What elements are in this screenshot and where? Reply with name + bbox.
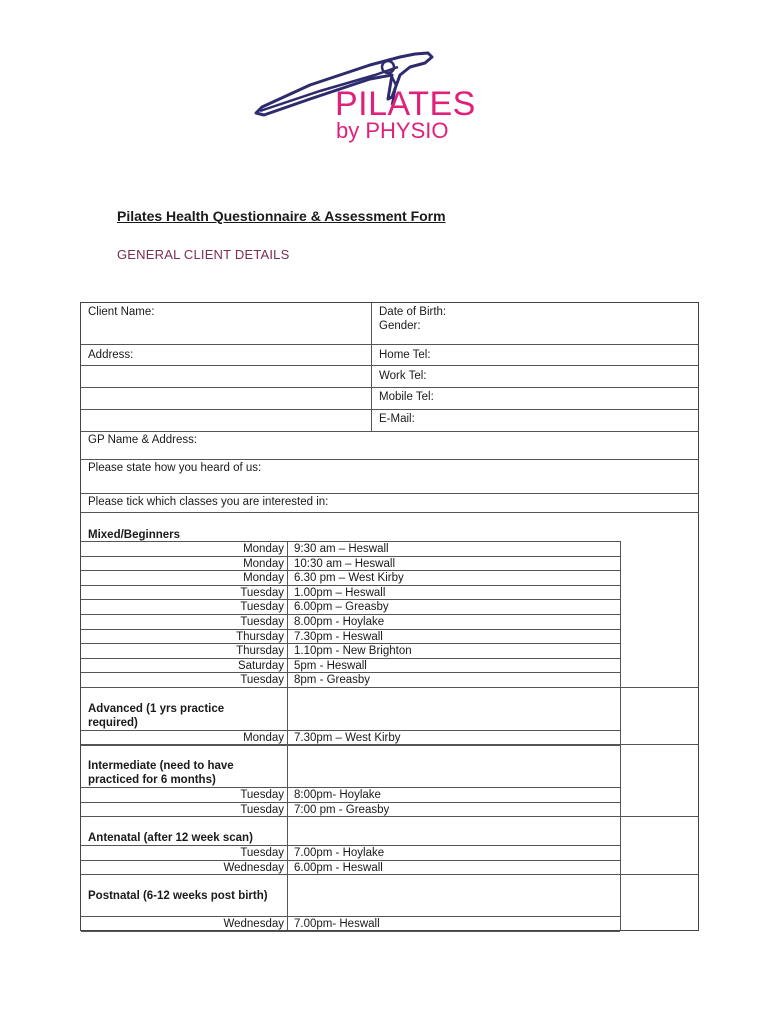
- class-time-location: 10:30 am – Heswall: [294, 557, 395, 570]
- tick-box[interactable]: [621, 599, 698, 614]
- logo-line1: PILATES: [335, 85, 476, 123]
- section-heading: GENERAL CLIENT DETAILS: [117, 247, 290, 262]
- class-time-location: 7.30pm – West Kirby: [294, 732, 401, 744]
- class-time-location: 5pm - Heswall: [294, 659, 367, 672]
- class-day: Tuesday: [240, 586, 284, 599]
- class-time-location: 8pm - Greasby: [294, 674, 371, 687]
- class-time-location: 8:00pm- Hoylake: [294, 789, 381, 801]
- class-day: Saturday: [237, 659, 284, 672]
- email-label: E-Mail:: [379, 413, 415, 425]
- tick-box[interactable]: [621, 585, 698, 600]
- column-divider: [371, 303, 372, 431]
- row-divider: [81, 409, 698, 410]
- date-of-birth-label: Date of Birth:: [379, 306, 447, 318]
- class-day: Thursday: [236, 630, 284, 643]
- advanced-title: Advanced (1 yrs practice required): [88, 703, 225, 729]
- mixed-beginners-title: Mixed/Beginners: [88, 529, 181, 541]
- gender-label: Gender:: [379, 320, 421, 332]
- class-day: Tuesday: [240, 601, 284, 614]
- postnatal-title: Postnatal (6-12 weeks post birth): [88, 890, 268, 902]
- class-time-location: 1.00pm – Heswall: [294, 586, 386, 599]
- row-divider: [81, 459, 698, 460]
- pilates-by-physio-logo: [250, 45, 490, 145]
- address-label: Address:: [88, 349, 134, 361]
- schedule-row-line: [81, 874, 620, 875]
- class-time-location: 6.00pm - Heswall: [294, 861, 383, 874]
- tick-box[interactable]: [621, 643, 698, 658]
- class-day: Monday: [243, 732, 284, 744]
- heard-label: Please state how you heard of us:: [88, 462, 262, 474]
- page-title: Pilates Health Questionnaire & Assessment Form: [117, 208, 446, 224]
- home-tel-label: Home Tel:: [379, 349, 431, 361]
- tick-box[interactable]: [621, 556, 698, 571]
- client-name-label: Client Name:: [88, 306, 155, 318]
- tick-label: Please tick which classes you are interested in:: [88, 496, 329, 508]
- client-details-form: [80, 302, 699, 931]
- class-time-location: 7.30pm - Heswall: [294, 630, 383, 643]
- schedule-row-line: [81, 931, 620, 932]
- class-time-location: 7.00pm- Heswall: [294, 918, 380, 930]
- row-divider: [81, 365, 698, 366]
- class-day: Tuesday: [240, 674, 284, 687]
- tick-box[interactable]: [621, 570, 698, 585]
- class-time-location: 8.00pm - Hoylake: [294, 616, 385, 628]
- tick-box[interactable]: [621, 614, 698, 629]
- tick-box[interactable]: [621, 541, 698, 556]
- class-day: Monday: [243, 543, 284, 555]
- class-day: Tuesday: [240, 847, 284, 859]
- row-divider: [81, 344, 698, 345]
- schedule-row-line: [81, 687, 620, 688]
- work-tel-label: Work Tel:: [379, 370, 427, 382]
- class-time-location: 9:30 am – Heswall: [294, 543, 389, 555]
- class-time-location: 7:00 pm - Greasby: [294, 803, 390, 816]
- class-time-location: 6.30 pm – West Kirby: [294, 572, 404, 585]
- schedule-row-line: [81, 816, 620, 817]
- tick-box[interactable]: [621, 916, 698, 931]
- mobile-tel-label: Mobile Tel:: [379, 391, 434, 403]
- class-day: Monday: [243, 572, 284, 585]
- row-divider: [81, 387, 698, 388]
- class-day: Thursday: [236, 645, 284, 658]
- row-divider: [81, 512, 698, 513]
- tick-box[interactable]: [621, 787, 698, 802]
- tick-box[interactable]: [621, 802, 698, 817]
- row-divider: [81, 493, 698, 494]
- schedule-row-line: [81, 745, 620, 746]
- class-day: Monday: [243, 557, 284, 570]
- intermediate-title: Intermediate (need to have practiced for 6 months): [88, 760, 234, 786]
- class-time-location: 7.00pm - Hoylake: [294, 847, 385, 859]
- class-day: Wednesday: [223, 861, 284, 874]
- tick-box[interactable]: [621, 629, 698, 644]
- gp-label: GP Name & Address:: [88, 434, 198, 446]
- tick-box[interactable]: [621, 860, 698, 875]
- row-divider: [81, 431, 698, 432]
- tick-box[interactable]: [621, 672, 698, 687]
- class-day: Tuesday: [240, 616, 284, 628]
- class-time-location: 1.10pm - New Brighton: [294, 645, 412, 658]
- antenatal-title: Antenatal (after 12 week scan): [88, 832, 253, 844]
- logo-line2: by PHYSIO: [336, 118, 449, 143]
- tick-box[interactable]: [621, 845, 698, 860]
- class-time-location: 6.00pm – Greasby: [294, 601, 389, 614]
- class-day: Tuesday: [240, 789, 284, 801]
- tick-box[interactable]: [621, 730, 698, 745]
- class-day: Wednesday: [223, 918, 284, 930]
- class-day: Tuesday: [240, 803, 284, 816]
- tick-box[interactable]: [621, 658, 698, 673]
